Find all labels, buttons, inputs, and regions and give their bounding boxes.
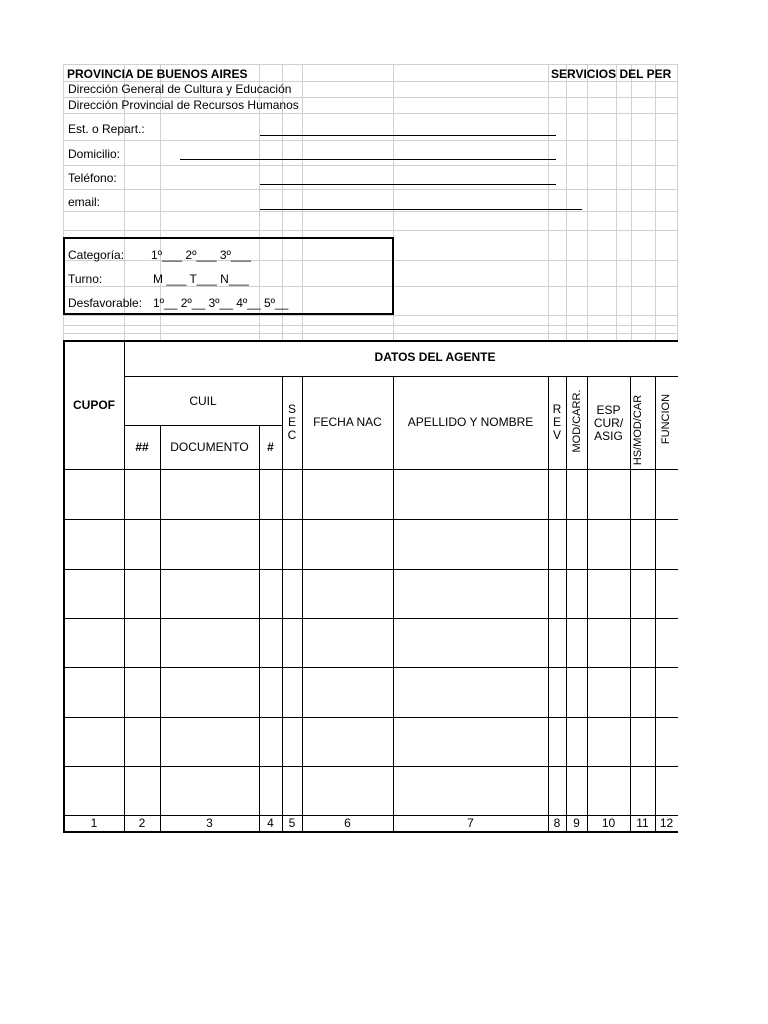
sex-header-e: E <box>287 415 296 429</box>
esp-header-2: CUR/ <box>593 416 624 430</box>
col-number: 7 <box>467 816 474 830</box>
address-field[interactable] <box>180 159 556 160</box>
cupof-header: CUPOF <box>73 398 115 412</box>
table-row[interactable] <box>65 668 678 717</box>
mod-carr-header: MOD/CARR. <box>571 389 583 453</box>
esp-header-1: ESP <box>596 403 621 417</box>
sex-header-s: S <box>287 402 296 416</box>
col-number: 4 <box>267 816 274 830</box>
establishment-label: Est. o Repart.: <box>68 122 145 136</box>
table-row[interactable] <box>65 619 678 667</box>
table-row[interactable] <box>65 570 678 618</box>
hash1-header: # <box>267 440 274 454</box>
province-title: PROVINCIA DE BUENOS AIRES <box>67 67 248 81</box>
categoria-label: Categoría: <box>68 248 125 262</box>
turno-label: Turno: <box>68 272 103 286</box>
col-number: 2 <box>138 816 146 830</box>
table-title: DATOS DEL AGENTE <box>374 350 496 364</box>
categoria-options[interactable]: 1º___ 2º___ 3º___ <box>151 248 251 262</box>
col-number: 11 <box>636 816 649 830</box>
col-number: 8 <box>553 816 561 830</box>
turno-options[interactable]: M ___ T___ N___ <box>153 272 249 286</box>
desfavorable-label: Desfavorable: <box>68 296 143 310</box>
funcion-header: FUNCION <box>660 393 672 445</box>
email-field[interactable] <box>260 209 582 210</box>
address-label: Domicilio: <box>68 147 121 161</box>
rev-header-r: R <box>552 402 562 416</box>
col-number: 3 <box>206 816 213 830</box>
services-title: SERVICIOS DEL PER <box>551 67 672 81</box>
col-number: 5 <box>288 816 296 830</box>
hs-mod-header: HS/MOD/CAR <box>632 394 644 466</box>
email-label: email: <box>68 195 101 209</box>
esp-header-3: ASIG <box>594 429 623 443</box>
phone-label: Teléfono: <box>68 171 117 185</box>
col-number: 1 <box>90 816 98 830</box>
establishment-field[interactable] <box>260 135 556 136</box>
table-row[interactable] <box>65 520 678 569</box>
col-number: 10 <box>601 816 616 830</box>
phone-field[interactable] <box>260 184 556 185</box>
rev-header-v: V <box>552 428 561 442</box>
sex-header-c: C <box>287 428 297 442</box>
documento-header: DOCUMENTO <box>170 440 249 454</box>
table-row[interactable] <box>65 470 678 519</box>
hash2-header: ## <box>135 440 149 454</box>
fecha-nac-header: FECHA NAC <box>313 415 382 429</box>
direction-provincial: Dirección Provincial de Recursos Humanos <box>68 98 299 112</box>
cuil-header: CUIL <box>189 394 217 408</box>
desfavorable-options[interactable]: 1º__ 2º__ 3º__ 4º__ 5º__ <box>153 296 289 310</box>
col-number: 9 <box>573 816 580 830</box>
col-number: 6 <box>344 816 351 830</box>
apellido-header: APELLIDO Y NOMBRE <box>407 415 534 429</box>
table-row[interactable] <box>65 767 678 815</box>
col-number: 12 <box>659 816 674 830</box>
table-row[interactable] <box>65 718 678 766</box>
direction-general: Dirección General de Cultura y Educación <box>68 82 292 96</box>
rev-header-e: E <box>552 415 561 429</box>
